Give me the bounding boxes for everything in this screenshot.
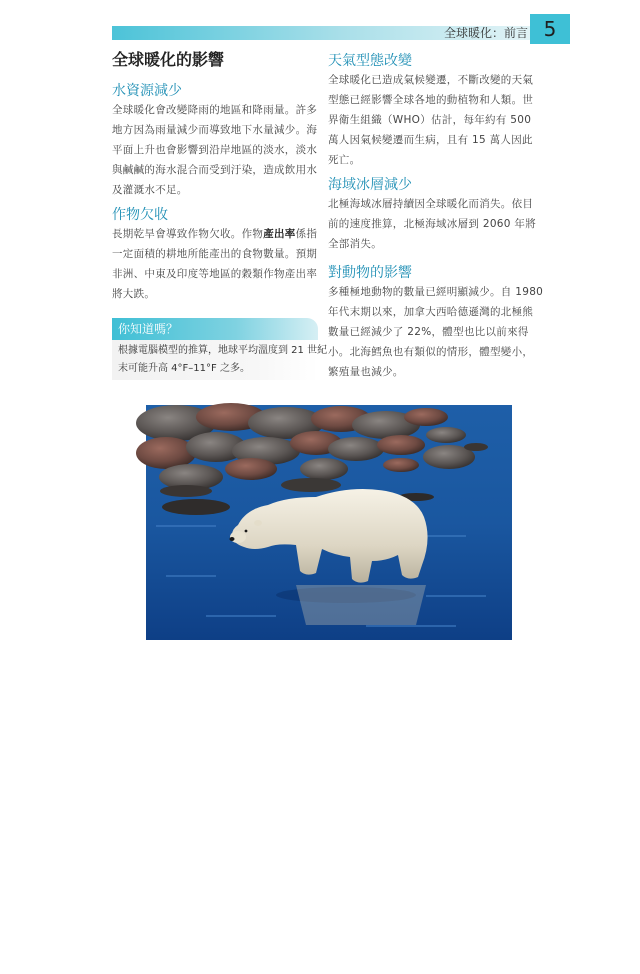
watermark: Milkstore xyxy=(341,925,509,974)
text-line: 一定面積的耕地所能產出的食物數量。預期 xyxy=(112,248,318,260)
text-line: 及灌溉水不足。 xyxy=(112,184,188,196)
text-line: 多種極地動物的數量已經明顯減少。自 1980 xyxy=(328,286,544,298)
heading-weather: 天氣型態改變 xyxy=(328,53,412,69)
paragraph-water xyxy=(112,100,322,200)
text-line: 全部消失。 xyxy=(328,238,382,250)
text-line: 繁殖量也減少。 xyxy=(328,366,404,378)
text-line: 界衛生組織（WHO）估計，每年約有 500 xyxy=(328,114,532,126)
text-line: 將大跌。 xyxy=(112,288,156,300)
page-title: 全球暖化的影響 xyxy=(112,50,225,69)
text-line: 根據電腦模型的推算，地球平均溫度到 21 世紀 xyxy=(118,345,328,356)
polar-bear-illustration xyxy=(146,405,512,640)
did-you-know-title: 你知道嗎？ xyxy=(112,318,318,340)
text-line: 全球暖化會改變降雨的地區和降雨量。許多 xyxy=(112,104,318,116)
heading-water: 水資源減少 xyxy=(112,83,182,99)
heading-animals: 對動物的影響 xyxy=(328,265,412,281)
text-line: 末可能升高 4°F–11°F 之多。 xyxy=(118,363,250,374)
text-segment: 係指 xyxy=(295,228,318,240)
term-yield: 產出率 xyxy=(263,228,296,240)
text-line: 前的速度推算，北極海域冰層到 2060 年將 xyxy=(328,218,536,230)
polar-bear-photo xyxy=(146,405,512,974)
text-segment: 長期乾旱會導致作物欠收。作物 xyxy=(112,228,264,240)
text-line: 死亡。 xyxy=(328,154,361,166)
page-number: 5 xyxy=(530,14,570,44)
text-line: 全球暖化已造成氣候變遷，不斷改變的天氣 xyxy=(328,74,534,86)
heading-ice: 海域冰層減少 xyxy=(328,177,412,193)
text-line: 型態已經影響全球各地的動植物和人類。世 xyxy=(328,94,534,106)
paragraph-weather xyxy=(328,70,538,170)
text-line: 非洲、中東及印度等地區的穀類作物產出率 xyxy=(112,268,318,280)
text-line: 年代末期以來，加拿大西哈德遜灣的北極熊 xyxy=(328,306,534,318)
did-you-know-box xyxy=(112,340,328,380)
bear-reflection xyxy=(296,585,426,625)
heading-crops: 作物欠收 xyxy=(112,207,168,223)
text-line: 平面上升也會影響到沿岸地區的淡水，淡水 xyxy=(112,144,318,156)
text-line xyxy=(112,224,322,244)
paragraph-animals xyxy=(328,282,544,382)
section-title: 全球暖化：前言 xyxy=(443,26,528,40)
text-line: 地方因為雨量減少而導致地下水量減少。海 xyxy=(112,124,318,136)
text-line: 與鹹鹹的海水混合而受到汙染，造成飲用水 xyxy=(112,164,318,176)
text-line: 萬人因氣候變遷而生病，且有 15 萬人因此 xyxy=(328,134,533,146)
text-line: 小。北海鱈魚也有類似的情形，體型變小， xyxy=(328,346,534,358)
text-line: 北極海域冰層持續因全球暖化而消失。依目 xyxy=(328,198,534,210)
paragraph-ice xyxy=(328,194,538,254)
paragraph-crops xyxy=(112,224,322,304)
text-line: 數量已經減少了 22%，體型也比以前來得 xyxy=(328,326,529,338)
